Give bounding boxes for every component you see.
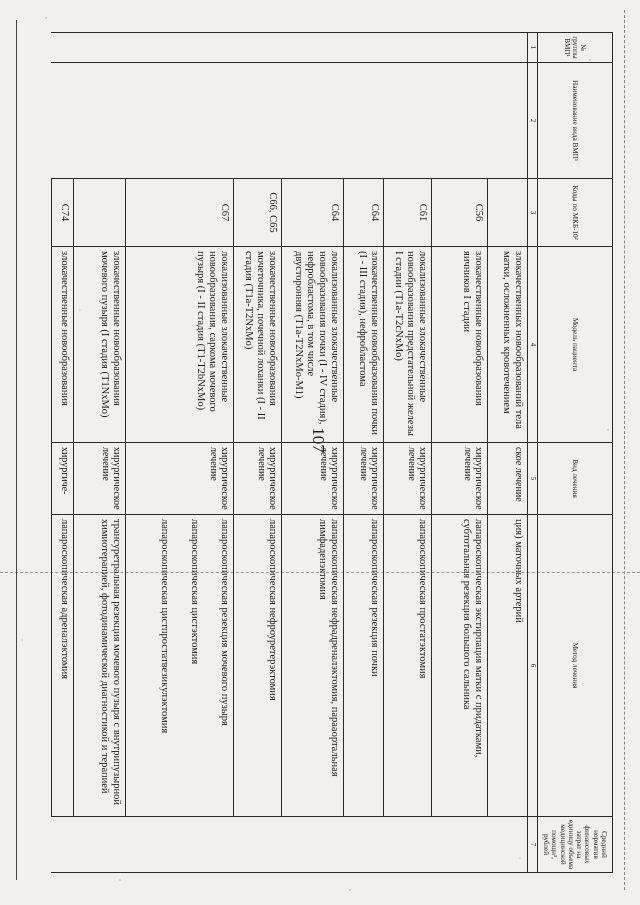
treatment-kind-cell: хирургиче-: [51, 443, 73, 515]
icd-code-cell: C61: [383, 179, 431, 247]
icd-code-cell: C67: [125, 179, 233, 247]
treatment-method-cell: трансуретральная резекция мочевого пузыря с внутрипузырной химиотерапией, фотодинамической диагностикой и терапией: [73, 515, 125, 817]
header-group-number: № группы ВМП¹: [537, 33, 612, 63]
header-vmp-name: Наименование вида ВМП¹: [537, 63, 612, 179]
vmp-table: [51, 32, 613, 873]
page-number: 107: [309, 427, 328, 453]
treatment-method-cell: лапароскопическая резекция почки: [343, 515, 383, 817]
treatment-kind-cell: хирургическое лечение: [431, 443, 487, 515]
treatment-method-text: лапароскопическая резекция мочевого пузыря: [218, 519, 230, 726]
patient-model-cell: локализованные злокачественные новообразования предстательной железы I стадии (T1a-T2cNxMo): [383, 247, 431, 443]
column-number: 4: [527, 247, 537, 443]
icd-code-cell: C64: [343, 179, 383, 247]
table-row: [233, 33, 281, 873]
icd-code-cell: C66, C65: [233, 179, 281, 247]
header-cost-norm: Средний норматив финансовых затрат на единицу объема медицинской помощи³, рублей: [537, 817, 612, 873]
column-number: 2: [527, 63, 537, 179]
icd-code-cell: [73, 179, 125, 247]
header-treatment-kind: Вид лечения: [537, 443, 612, 515]
treatment-method-cell: лапароскопическая простатэктомия: [383, 515, 431, 817]
icd-code-cell: C64: [281, 179, 343, 247]
treatment-method-cell: лапароскопическая экстирпация матки с придатками, субтотальная резекция большого сальника: [431, 515, 487, 817]
treatment-kind-cell: хирургическое лечение: [383, 443, 431, 515]
treatment-kind-cell: ское лечение: [487, 443, 527, 515]
patient-model-cell: злокачественные новообразования мочеточника, почечной лоханки (I - II стадия (T1a-T2NxMo): [233, 247, 281, 443]
table-row: [343, 33, 383, 873]
table-row: [383, 33, 431, 873]
patient-model-cell: злокачественные новообразования мочевого пузыря (I стадия (T1NxMo): [73, 247, 125, 443]
patient-model-cell: злокачественные новообразования яичников I стадии: [431, 247, 487, 443]
column-number-row: [527, 33, 537, 873]
column-number: 3: [527, 179, 537, 247]
header-treatment-method: Метод лечения: [537, 515, 612, 817]
treatment-method-cell: лапароскопическая нефрадреналэктомия, парааортальная лимфаденэктомия: [281, 515, 343, 817]
treatment-method-text: лапароскопическая цистэктомия: [189, 519, 200, 665]
column-number: 6: [527, 515, 537, 817]
patient-model-cell: злокачественных новообразований тела матки, осложненных кровотечением: [487, 247, 527, 443]
icd-code-cell: [487, 179, 527, 247]
table-row: [281, 33, 343, 873]
treatment-method-cell: [125, 515, 233, 817]
treatment-kind-cell: хирургическое лечение: [343, 443, 383, 515]
scan-fold-line: [624, 10, 625, 890]
table-row: [487, 33, 527, 873]
column-number: 7: [527, 817, 537, 873]
column-number: 1: [527, 33, 537, 63]
icd-code-cell: C56: [431, 179, 487, 247]
treatment-method-cell: лапароскопическая адреналэктомия: [51, 515, 73, 817]
scan-binding-edge: [16, 20, 17, 880]
table-row: [73, 33, 125, 873]
table-row: [125, 33, 233, 873]
rotated-document: [38, 32, 613, 872]
treatment-kind-cell: хирургическое лечение: [233, 443, 281, 515]
treatment-kind-cell: хирургическое лечение: [281, 443, 343, 515]
column-number: 5: [527, 443, 537, 515]
patient-model-cell: злокачественные новообразования почки (I - III стадия), нефробластома: [343, 247, 383, 443]
treatment-method-cell: ция) маточных артерий: [487, 515, 527, 817]
header-patient-model: Модель пациента: [537, 247, 612, 443]
table-row: [51, 33, 73, 873]
header-icd-codes: Коды по МКБ-10²: [537, 179, 612, 247]
treatment-kind-cell: хирургическое лечение: [73, 443, 125, 515]
treatment-kind-cell: хирургическое лечение: [125, 443, 233, 515]
icd-code-cell: C74: [51, 179, 73, 247]
table-row: [431, 33, 487, 873]
patient-model-cell: локализованные злокачественные новообразования почки (I - IV стадия), нефробластома, в том числе двусторонняя (T1a-T2NxMo-M1): [281, 247, 343, 443]
patient-model-cell: злокачественные новообразования: [51, 247, 73, 443]
treatment-method-text: лапароскопическая цистпростатвезикулэктомия: [159, 519, 171, 734]
header-row: [537, 33, 612, 873]
treatment-method-cell: лапароскопическая нефроуретерэктомия: [233, 515, 281, 817]
patient-model-cell: локализованные злокачественные новообразования, саркома мочевого пузыря (I - II стадия (T1-T2bNxMo): [125, 247, 233, 443]
